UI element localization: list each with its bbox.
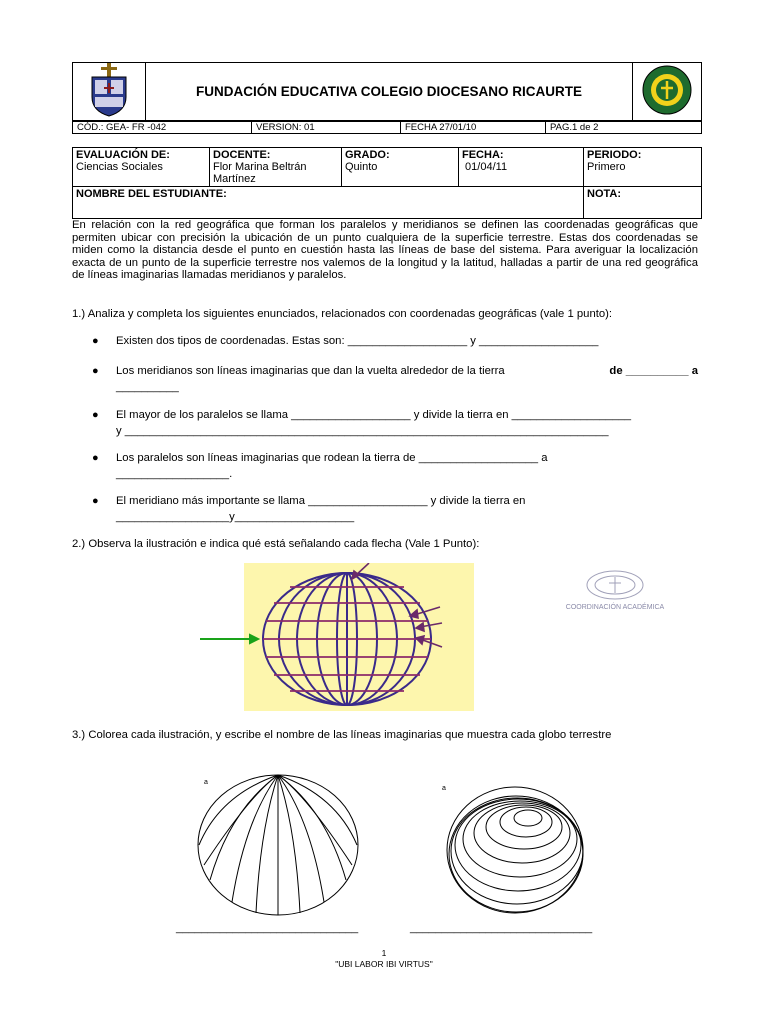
date-cell [459,148,584,187]
bullet-icon: ● [92,335,99,347]
q1-item-3-text: El mayor de los paralelos se llama ___________________ y divide la tierra en ___________________ [116,409,632,421]
teacher-value: Flor Marina Beltrán Martínez [213,161,307,185]
grade-note-field[interactable] [584,187,702,219]
school-motto: "UBI LABOR IBI VIRTUS" [335,959,433,969]
teacher-label: DOCENTE: [213,149,271,161]
answer-blank-right[interactable]: _____________________________ [410,922,593,934]
date-label: FECHA: [462,149,504,161]
eval-label: EVALUACIÓN DE: [76,149,170,161]
grade-value: Quinto [345,161,378,173]
evaluation-info-table [72,147,702,219]
stamp-text: COORDINACIÓN ACADÉMICA [565,604,665,611]
document-meta-row [72,121,702,134]
q1-item-5-text: El meridiano más importante se llama ___________________ y divide la tierra en [116,495,526,507]
question-2-title: 2.) Observa la ilustración e indica qué está señalando cada flecha (Vale 1 Punto): [72,538,480,550]
student-name-field[interactable] [73,187,584,219]
svg-text:a: a [442,785,446,792]
grade-label: GRADO: [345,149,390,161]
doc-version: VERSION: 01 [252,122,401,134]
page-number: 1 [381,948,387,958]
header-table [72,62,702,121]
q1-item-2-line2: __________ [116,381,179,393]
q1-item-4-line2: __________________. [116,468,233,480]
page-title: FUNDACIÓN EDUCATIVA COLEGIO DIOCESANO RICAURTE [146,63,633,121]
q1-item-4-text: Los paralelos son líneas imaginarias que rodean la tierra de ___________________ a [116,452,548,464]
doc-code: CÓD.: GEA- FR -042 [73,122,252,134]
q1-item-2-text: Los meridianos son líneas imaginarias que dan la vuelta alrededor de la tierra [116,365,505,377]
answer-blank-left[interactable]: _____________________________ [176,922,359,934]
grade-cell [342,148,459,187]
q1-item-1-text: Existen dos tipos de coordenadas. Estas son: ___________________ y ___________________ [116,335,599,347]
q1-item-2[interactable] [92,363,698,395]
period-label: PERIODO: [587,149,642,161]
coordination-stamp [555,565,675,615]
eval-cell [73,148,210,187]
question-3-title: 3.) Colorea cada ilustración, y escribe el nombre de las líneas imaginarias que muestra cada globo terrestre [72,729,612,741]
q1-item-5[interactable] [92,493,698,525]
globe-meridians-illustration [190,770,365,918]
globe-grid-illustration [244,563,474,711]
crest-icon [86,63,132,117]
period-cell [584,148,702,187]
q1-item-3[interactable] [92,407,698,439]
question-1-title: 1.) Analiza y completa los siguientes enunciados, relacionados con coordenadas geográficas (vale 1 punto): [72,308,613,320]
green-arrow-tail [200,637,244,643]
note-label: NOTA: [587,188,622,200]
student-label: NOMBRE DEL ESTUDIANTE: [76,188,227,200]
bullet-icon: ● [92,409,99,421]
q1-item-4[interactable] [92,450,698,482]
doc-page: PAG.1 de 2 [546,122,702,134]
school-seal-icon [641,64,693,116]
globe-parallels-illustration [440,780,590,915]
school-logo-left [73,63,146,121]
svg-text:a: a [204,779,208,786]
q1-item-2-tail: de __________ a [609,365,698,377]
date-value: 01/04/11 [462,161,508,173]
eval-value: Ciencias Sociales [76,161,163,173]
q1-item-3-line2: y _____________________________________________________________________________ [116,425,609,437]
bullet-icon: ● [92,452,99,464]
q1-item-5-line2: __________________y___________________ [116,511,355,523]
doc-date: FECHA 27/01/10 [401,122,546,134]
q1-item-1[interactable] [92,333,698,349]
bullet-icon: ● [92,495,99,507]
period-value: Primero [587,161,626,173]
intro-paragraph: En relación con la red geográfica que forman los paralelos y meridianos se definen las coordenadas geográficas que permiten ubicar con precisión la ubicación de un punto cualquiera de la superficie terrestre. Estas dos coordenadas se miden como la distancia desde el punto en cuestión hasta las líneas de base del sistema. Para averiguar la localización exacta de un punto de la superficie terrestre nos valemos de la longitud y la latitud, halladas a partir de una red geográfica de líneas imaginarias llamadas meridianos y paralelos. [72,219,698,281]
bullet-icon: ● [92,365,99,377]
teacher-cell [210,148,342,187]
school-logo-right [633,63,702,121]
